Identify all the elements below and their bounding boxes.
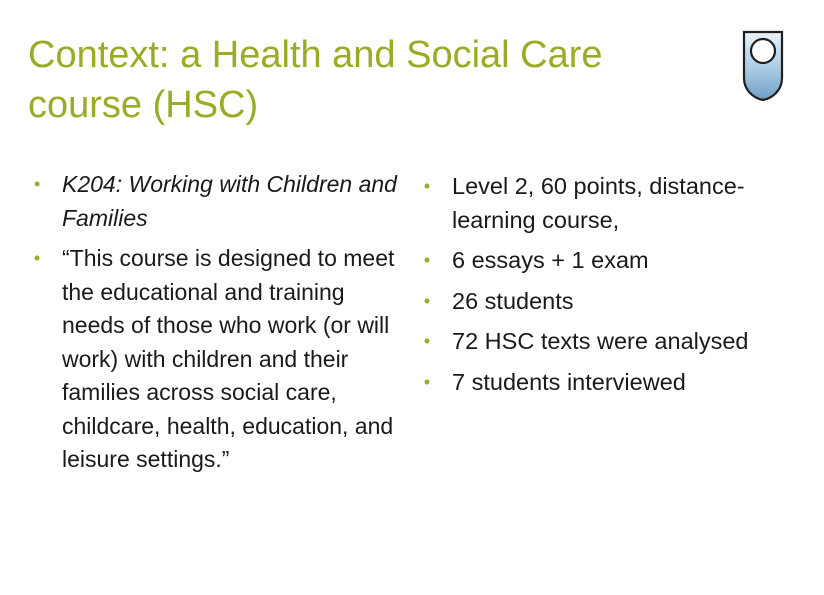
list-item-text: 26 students [452, 287, 574, 314]
list-item [418, 325, 798, 359]
list-item [418, 366, 798, 400]
bullet-icon: • [33, 248, 41, 268]
list-item-text: K204: Working with Children and Families [62, 171, 397, 231]
list-item-text: “This course is designed to meet the educational and training needs of those who work (or will work) with children and their families across social care, childcare, health, education, and leisure settings.” [62, 245, 395, 472]
list-item [28, 168, 408, 235]
list-item-text: Level 2, 60 points, distance-learning course, [452, 173, 745, 233]
list-item-text: 6 essays + 1 exam [452, 247, 649, 273]
bullet-icon: • [423, 371, 431, 392]
list-item-text: 7 students interviewed [452, 368, 686, 395]
open-university-logo-icon [738, 28, 788, 102]
bullet-icon: • [423, 331, 431, 351]
list-item [418, 244, 798, 278]
bullet-icon: • [423, 250, 431, 270]
bullet-icon: • [423, 290, 431, 311]
bullet-icon: • [33, 174, 41, 194]
right-bullet-list [418, 170, 798, 406]
slide-title: Context: a Health and Social Care course (HSC) [28, 34, 603, 126]
left-bullet-list [28, 168, 408, 484]
bullet-icon: • [423, 176, 431, 196]
list-item-text: 72 HSC texts were analysed [452, 328, 749, 354]
list-item [418, 285, 798, 319]
list-item [418, 170, 798, 237]
list-item [28, 242, 408, 477]
